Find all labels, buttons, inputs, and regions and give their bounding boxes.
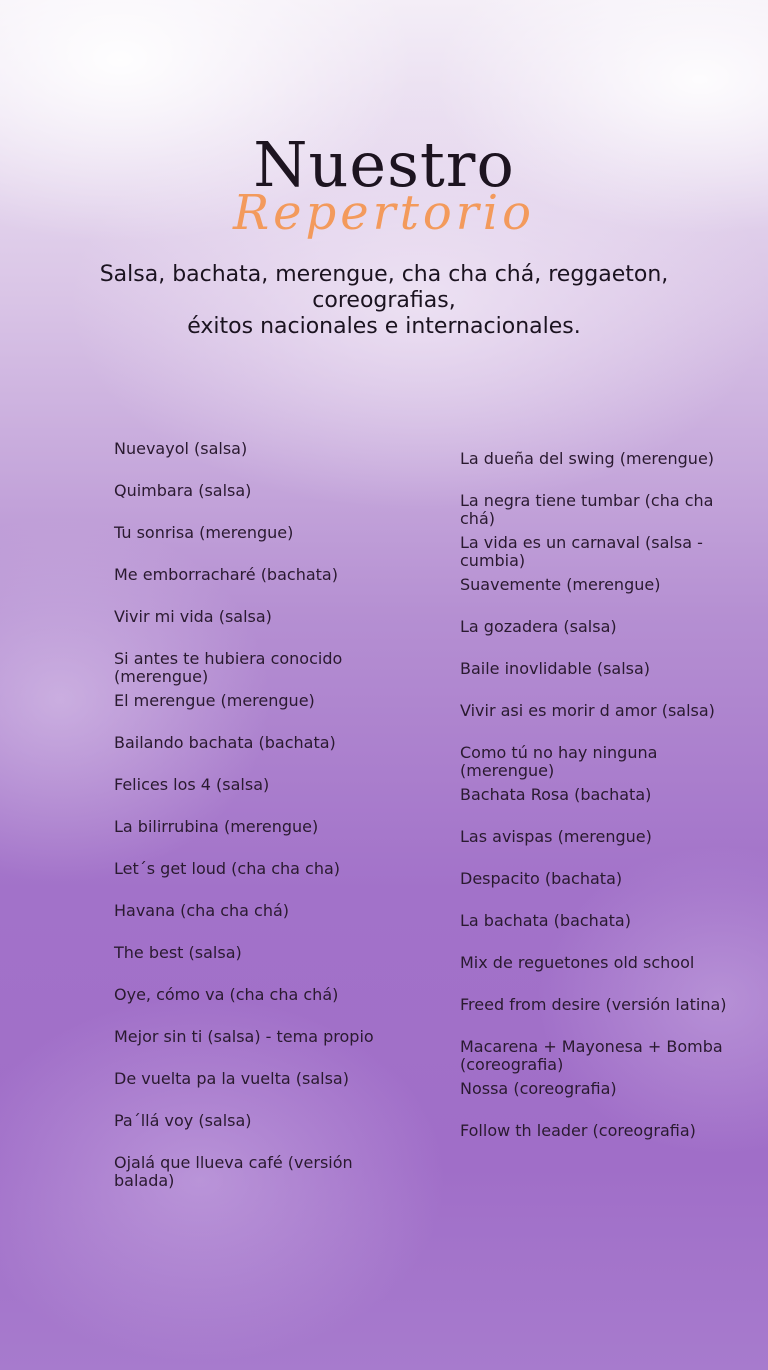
song-item: Despacito (bachata) — [460, 869, 623, 888]
song-item: Oye, cómo va (cha cha chá) — [114, 985, 339, 1004]
song-item: Havana (cha cha chá) — [114, 901, 290, 920]
song-item: Mix de reguetones old school — [460, 953, 695, 972]
song-item: La negra tiene tumbar (cha cha chá) — [460, 491, 714, 528]
song-item: Suavemente (merengue) — [460, 575, 661, 594]
song-item: Me emborracharé (bachata) — [114, 565, 338, 584]
song-item: El merengue (merengue) — [114, 691, 315, 710]
song-item: Pa´llá voy (salsa) — [114, 1111, 252, 1130]
song-item: Macarena + Mayonesa + Bomba (coreografia) — [460, 1037, 723, 1074]
song-item: Mejor sin ti (salsa) - tema propio — [114, 1027, 374, 1046]
song-item: Bachata Rosa (bachata) — [460, 785, 652, 804]
song-item: Nuevayol (salsa) — [114, 439, 248, 458]
song-item: Felices los 4 (salsa) — [114, 775, 270, 794]
song-item: The best (salsa) — [114, 943, 242, 962]
title-nuestro: Nuestro — [253, 128, 515, 201]
song-item: Freed from desire (versión latina) — [460, 995, 727, 1014]
song-item: Let´s get loud (cha cha cha) — [114, 859, 341, 878]
song-item: Ojalá que llueva café (versión balada) — [114, 1153, 353, 1190]
song-item: Tu sonrisa (merengue) — [114, 523, 294, 542]
song-item: La dueña del swing (merengue) — [460, 449, 715, 468]
song-item: Si antes te hubiera conocido (merengue) — [114, 649, 343, 686]
song-item: Nossa (coreografia) — [460, 1079, 617, 1098]
song-item: Como tú no hay ninguna (merengue) — [460, 743, 658, 780]
song-item: Las avispas (merengue) — [460, 827, 652, 846]
song-item: Vivir mi vida (salsa) — [114, 607, 272, 626]
song-item: Quimbara (salsa) — [114, 481, 252, 500]
song-item: Bailando bachata (bachata) — [114, 733, 336, 752]
intro-text — [40, 262, 728, 340]
song-item: Vivir asi es morir d amor (salsa) — [460, 701, 715, 720]
intro-line: coreografias, — [312, 288, 456, 313]
intro-line: Salsa, bachata, merengue, cha cha chá, reggaeton, — [99, 262, 669, 287]
song-item: Follow th leader (coreografia) — [460, 1121, 696, 1140]
song-list-right — [460, 450, 750, 1164]
subtitle-repertorio: Repertorio — [232, 185, 535, 241]
song-item: La bachata (bachata) — [460, 911, 631, 930]
song-item: La gozadera (salsa) — [460, 617, 617, 636]
intro-line: éxitos nacionales e internacionales. — [187, 314, 581, 339]
song-list-left — [114, 440, 414, 1196]
song-item: De vuelta pa la vuelta (salsa) — [114, 1069, 349, 1088]
song-item: La vida es un carnaval (salsa - cumbia) — [460, 533, 703, 570]
song-item: La bilirrubina (merengue) — [114, 817, 319, 836]
song-item: Baile inovlidable (salsa) — [460, 659, 651, 678]
